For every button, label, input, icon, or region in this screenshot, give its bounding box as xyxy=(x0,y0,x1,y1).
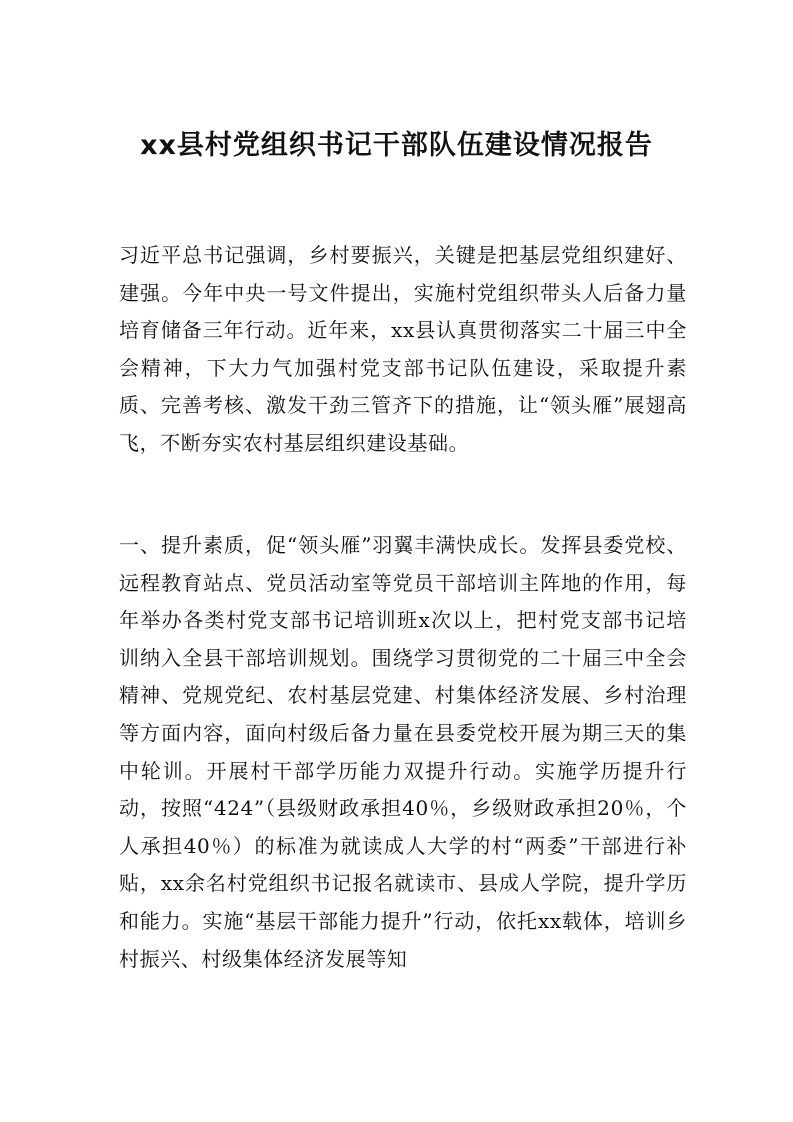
section-one-paragraph: 一、提升素质，促“领头雁”羽翼丰满快成长。发挥县委党校、远程教育站点、党员活动室等党员干部培训主阵地的作用，每年举办各类村党支部书记培训班x次以上，把村党支部书记培训纳入全县干部培训规划。围绕学习贯彻党的二十届三中全会精神、党规党纪、农村基层党建、村集体经济发展、乡村治理等方面内容，面向村级后备力量在县委党校开展为期三天的集中轮训。开展村干部学历能力双提升行动。实施学历提升行动，按照“424”（县级财政承担40％，乡级财政承担20％，个人承担40％）的标准为就读成人大学的村“两委”干部进行补贴，xx余名村党组织书记报名就读市、县成人学院，提升学历和能力。实施“基层干部能力提升”行动，依托xx载体，培训乡村振兴、村级集体经济发展等知 xyxy=(119,533,687,971)
document-title: xx县村党组织书记干部队伍建设情况报告 xyxy=(140,130,653,161)
intro-paragraph: 习近平总书记强调，乡村要振兴，关键是把基层党组织建好、建强。今年中央一号文件提出，实施村党组织带头人后备力量培育储备三年行动。近年来，xx县认真贯彻落实二十届三中全会精神，下大力气加强村党支部书记队伍建设，采取提升素质、完善考核、激发干劲三管齐下的措施，让“领头雁”展翅高飞，不断夯实农村基层组织建设基础。 xyxy=(119,243,687,455)
